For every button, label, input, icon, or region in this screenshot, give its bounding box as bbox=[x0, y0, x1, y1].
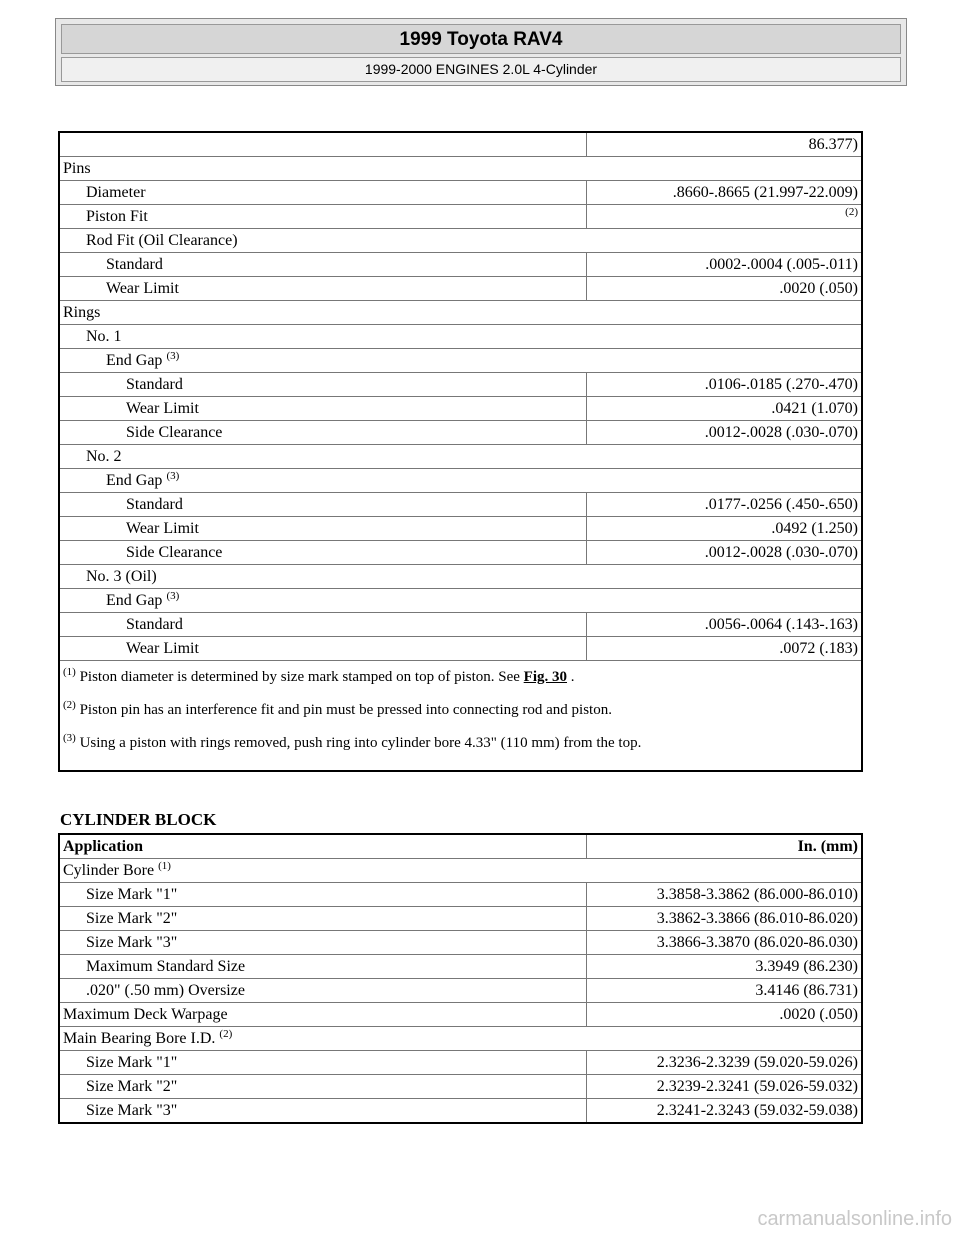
row-label: Piston Fit bbox=[59, 205, 587, 229]
footnote-ref: (1) bbox=[158, 859, 171, 872]
row-value: .0106-.0185 (.270-.470) bbox=[587, 373, 863, 397]
table-row bbox=[59, 445, 862, 469]
group-label: No. 2 bbox=[59, 445, 862, 469]
table-row bbox=[59, 931, 862, 955]
footnote-end: . bbox=[570, 669, 575, 685]
footnote-text: Piston diameter is determined by size mark stamped on top of piston. See bbox=[79, 669, 520, 685]
table-row bbox=[59, 397, 862, 421]
end-gap-label: End Gap bbox=[106, 471, 163, 489]
row-value: 3.3866-3.3870 (86.020-86.030) bbox=[587, 931, 863, 955]
main-bearing-bore-label: Main Bearing Bore I.D. bbox=[63, 1029, 216, 1047]
table-row bbox=[59, 229, 862, 253]
row-value bbox=[587, 205, 863, 229]
footnote-ref: (2) bbox=[845, 205, 858, 218]
row-label: Standard bbox=[59, 613, 587, 637]
table-row bbox=[59, 421, 862, 445]
row-value: .0056-.0064 (.143-.163) bbox=[587, 613, 863, 637]
row-label: Size Mark "1" bbox=[59, 1051, 587, 1075]
row-value: .0177-.0256 (.450-.650) bbox=[587, 493, 863, 517]
footnote-ref: (2) bbox=[219, 1027, 233, 1040]
row-value: 3.3858-3.3862 (86.000-86.010) bbox=[587, 883, 863, 907]
table-row bbox=[59, 1075, 862, 1099]
group-label bbox=[59, 349, 862, 373]
watermark: carmanualsonline.info bbox=[757, 1208, 952, 1230]
table-row bbox=[59, 349, 862, 373]
document-subtitle: 1999-2000 ENGINES 2.0L 4-Cylinder bbox=[61, 57, 901, 82]
row-value: .0072 (.183) bbox=[587, 637, 863, 661]
footnote-ref: (3) bbox=[166, 349, 180, 362]
table-row bbox=[59, 589, 862, 613]
end-gap-label: End Gap bbox=[106, 351, 163, 369]
footnote-1 bbox=[63, 665, 858, 698]
table-row bbox=[59, 1003, 862, 1027]
row-label: Side Clearance bbox=[59, 541, 587, 565]
row-label: Size Mark "1" bbox=[59, 883, 587, 907]
table-row bbox=[59, 325, 862, 349]
pistons-spec-table bbox=[58, 131, 863, 772]
row-label: Wear Limit bbox=[59, 277, 587, 301]
footnote-text: Using a piston with rings removed, push ring into cylinder bore 4.33" (110 mm) from the top. bbox=[79, 735, 642, 751]
row-value: .0421 (1.070) bbox=[587, 397, 863, 421]
document-title: 1999 Toyota RAV4 bbox=[61, 24, 901, 54]
fig-30-link[interactable]: Fig. 30 bbox=[523, 669, 568, 685]
table-row bbox=[59, 1027, 862, 1051]
row-label: Size Mark "2" bbox=[59, 907, 587, 931]
row-value: 3.3862-3.3866 (86.010-86.020) bbox=[587, 907, 863, 931]
row-value: 2.3236-2.3239 (59.020-59.026) bbox=[587, 1051, 863, 1075]
row-value: .0002-.0004 (.005-.011) bbox=[587, 253, 863, 277]
table-row bbox=[59, 157, 862, 181]
cylinder-bore-label: Cylinder Bore bbox=[63, 861, 155, 879]
row-label: Wear Limit bbox=[59, 517, 587, 541]
footnote-mark: (2) bbox=[63, 699, 76, 711]
table-row bbox=[59, 493, 862, 517]
footnote-ref: (3) bbox=[166, 589, 180, 602]
row-label bbox=[59, 132, 587, 157]
table-row bbox=[59, 883, 862, 907]
table-row bbox=[59, 181, 862, 205]
row-label: Standard bbox=[59, 253, 587, 277]
end-gap-label: End Gap bbox=[106, 591, 163, 609]
table-row bbox=[59, 1099, 862, 1124]
table-row bbox=[59, 907, 862, 931]
table-row bbox=[59, 205, 862, 229]
row-label: Wear Limit bbox=[59, 637, 587, 661]
table-row bbox=[59, 253, 862, 277]
row-value: .8660-.8665 (21.997-22.009) bbox=[587, 181, 863, 205]
column-header-application: Application bbox=[59, 834, 587, 859]
footnote-mark: (3) bbox=[63, 732, 76, 744]
table-row bbox=[59, 541, 862, 565]
row-label: Maximum Standard Size bbox=[59, 955, 587, 979]
row-label: Size Mark "2" bbox=[59, 1075, 587, 1099]
row-value: .0020 (.050) bbox=[587, 1003, 863, 1027]
table-row bbox=[59, 1051, 862, 1075]
column-header-value: In. (mm) bbox=[587, 834, 863, 859]
group-label: Rod Fit (Oil Clearance) bbox=[59, 229, 862, 253]
row-value: 86.377) bbox=[587, 132, 863, 157]
row-label: Standard bbox=[59, 373, 587, 397]
footnote-2 bbox=[63, 698, 858, 731]
row-value: .0012-.0028 (.030-.070) bbox=[587, 421, 863, 445]
cylinder-block-table bbox=[58, 833, 863, 1124]
row-label: Size Mark "3" bbox=[59, 1099, 587, 1124]
footnotes-row bbox=[59, 661, 862, 772]
footnote-3 bbox=[63, 731, 858, 764]
row-value: 3.4146 (86.731) bbox=[587, 979, 863, 1003]
row-value: .0012-.0028 (.030-.070) bbox=[587, 541, 863, 565]
group-label bbox=[59, 469, 862, 493]
table-row bbox=[59, 859, 862, 883]
group-label: No. 3 (Oil) bbox=[59, 565, 862, 589]
table-row bbox=[59, 979, 862, 1003]
table-row bbox=[59, 277, 862, 301]
group-label bbox=[59, 1027, 862, 1051]
table-row bbox=[59, 373, 862, 397]
table-row bbox=[59, 955, 862, 979]
group-label-rings: Rings bbox=[59, 301, 862, 325]
footnote-ref: (3) bbox=[166, 469, 180, 482]
table-row bbox=[59, 565, 862, 589]
table-row bbox=[59, 132, 862, 157]
group-label bbox=[59, 589, 862, 613]
row-label: Diameter bbox=[59, 181, 587, 205]
table-row bbox=[59, 517, 862, 541]
footnote-mark: (1) bbox=[63, 666, 76, 678]
table-row bbox=[59, 613, 862, 637]
row-label: Standard bbox=[59, 493, 587, 517]
group-label-pins: Pins bbox=[59, 157, 862, 181]
row-value: 2.3241-2.3243 (59.032-59.038) bbox=[587, 1099, 863, 1124]
row-value: 3.3949 (86.230) bbox=[587, 955, 863, 979]
row-value: 2.3239-2.3241 (59.026-59.032) bbox=[587, 1075, 863, 1099]
section-title: CYLINDER BLOCK bbox=[60, 810, 217, 829]
document-header bbox=[55, 18, 907, 86]
table-row bbox=[59, 469, 862, 493]
row-value: .0492 (1.250) bbox=[587, 517, 863, 541]
footnote-text: Piston pin has an interference fit and pin must be pressed into connecting rod and piston. bbox=[79, 702, 612, 718]
row-label: Size Mark "3" bbox=[59, 931, 587, 955]
group-label bbox=[59, 859, 862, 883]
row-label: .020" (.50 mm) Oversize bbox=[59, 979, 587, 1003]
row-label: Maximum Deck Warpage bbox=[59, 1003, 587, 1027]
row-label: Wear Limit bbox=[59, 397, 587, 421]
table-header-row bbox=[59, 834, 862, 859]
footnotes bbox=[59, 661, 862, 772]
group-label: No. 1 bbox=[59, 325, 862, 349]
table-row bbox=[59, 301, 862, 325]
row-value: .0020 (.050) bbox=[587, 277, 863, 301]
row-label: Side Clearance bbox=[59, 421, 587, 445]
table-row bbox=[59, 637, 862, 661]
